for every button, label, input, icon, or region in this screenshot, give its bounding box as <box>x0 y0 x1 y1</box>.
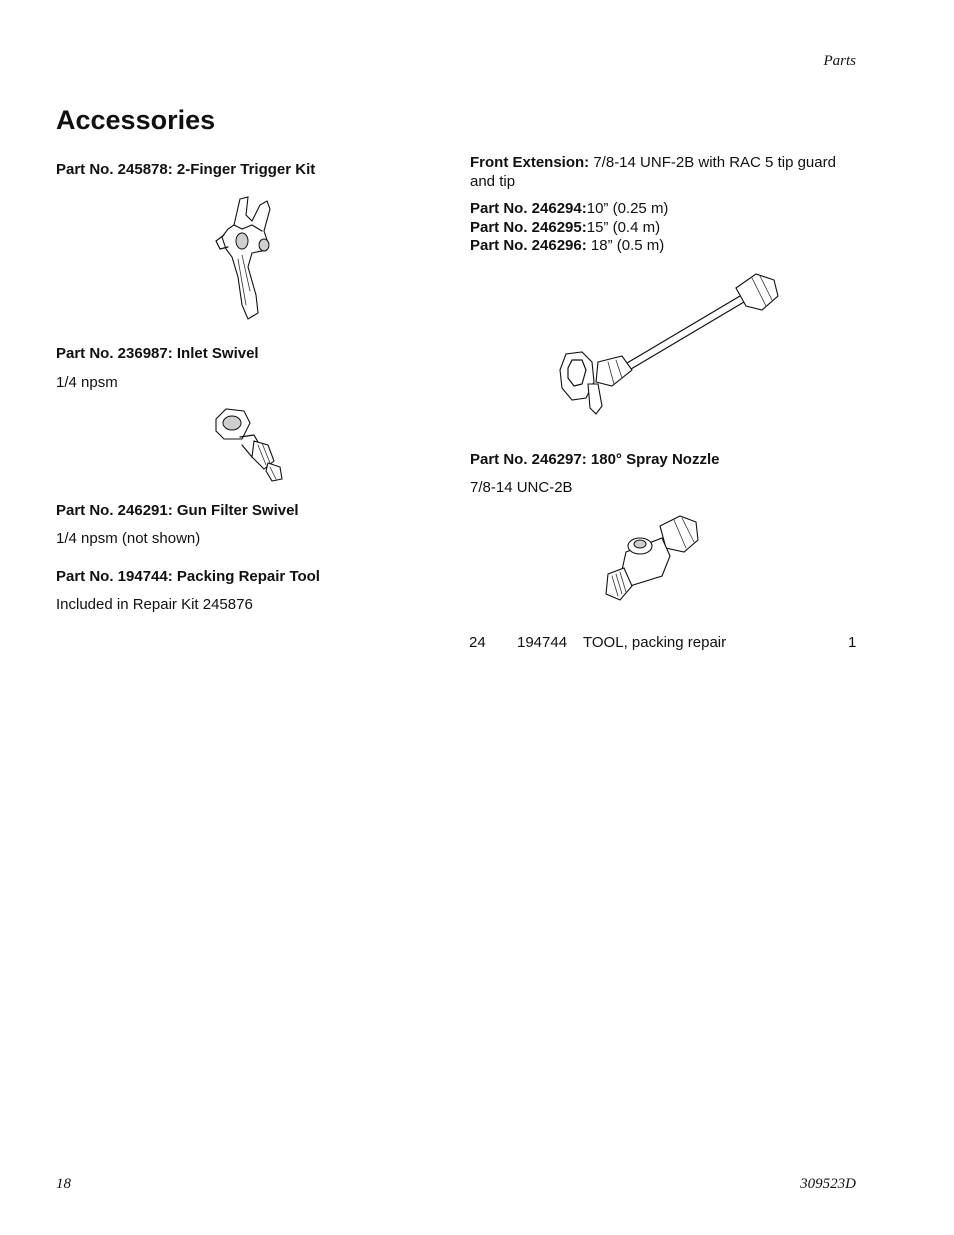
trigger-kit-illustration <box>212 195 284 323</box>
front-extension-desc-2: and tip <box>470 173 516 190</box>
parts-row-description: TOOL, packing repair <box>583 634 727 651</box>
parts-row-ref: 24 <box>469 634 486 651</box>
inlet-swivel-spec: 1/4 npsm <box>56 374 118 391</box>
inlet-swivel-illustration <box>210 405 290 485</box>
trigger-kit-heading: Part No. 245878: 2-Finger Trigger Kit <box>56 161 316 178</box>
part-number: Part No. 246294: <box>470 200 587 217</box>
part-size: 10” (0.25 m) <box>586 200 669 217</box>
page-number: 18 <box>56 1176 71 1192</box>
part-size: 18” (0.5 m) <box>586 237 665 254</box>
packing-tool-note: Included in Repair Kit 245876 <box>56 596 253 613</box>
spray-nozzle-spec: 7/8-14 UNC-2B <box>470 479 573 496</box>
page-title: Accessories <box>56 105 216 135</box>
front-extension-label: Front Extension: <box>470 154 590 171</box>
spray-nozzle-illustration <box>600 512 704 604</box>
front-extension-part-row <box>470 200 668 219</box>
front-extension-part-row <box>470 237 668 256</box>
part-number: Part No. 246296: <box>470 237 587 254</box>
front-extension-block <box>470 153 860 191</box>
filter-swivel-heading: Part No. 246291: Gun Filter Swivel <box>56 502 299 519</box>
parts-row-part-number: 194744 <box>517 634 568 651</box>
front-extension-illustration <box>552 266 782 422</box>
spray-nozzle-heading: Part No. 246297: 180° Spray Nozzle <box>470 451 720 468</box>
part-number: Part No. 246295: <box>470 218 587 236</box>
front-extension-part-row <box>470 219 668 238</box>
inlet-swivel-heading: Part No. 236987: Inlet Swivel <box>56 345 259 362</box>
front-extension-part-list <box>470 200 668 256</box>
part-size: 15” (0.4 m) <box>586 218 661 236</box>
filter-swivel-spec: 1/4 npsm (not shown) <box>56 530 201 547</box>
packing-tool-heading: Part No. 194744: Packing Repair Tool <box>56 568 320 585</box>
parts-row-qty: 1 <box>848 634 857 651</box>
document-number: 309523D <box>800 1176 856 1192</box>
running-header: Parts <box>823 53 856 69</box>
front-extension-desc-1: 7/8-14 UNF-2B with RAC 5 tip guard <box>589 154 836 171</box>
